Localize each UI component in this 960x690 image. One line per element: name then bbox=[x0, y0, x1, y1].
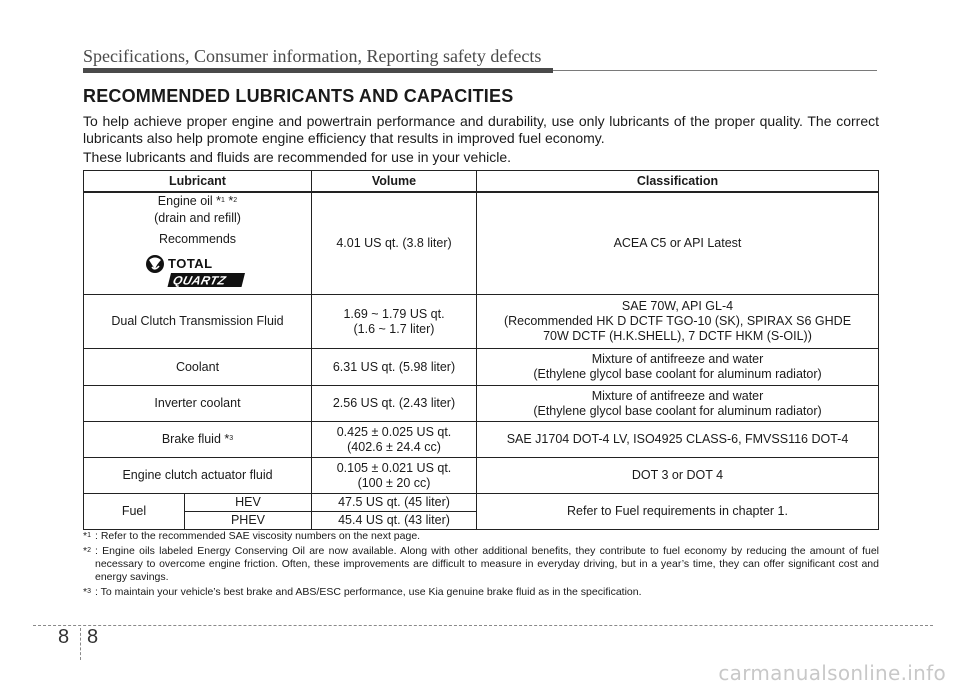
inverter-coolant-volume: 2.56 US qt. (2.43 liter) bbox=[312, 386, 477, 422]
brake-fluid-label: Brake fluid *$^3$ bbox=[84, 422, 312, 458]
table-row-inverter-coolant bbox=[84, 386, 879, 422]
dct-volume: 1.69 ~ 1.79 US qt. (1.6 ~ 1.7 liter) bbox=[312, 295, 477, 349]
inverter-coolant-label: Inverter coolant bbox=[84, 386, 312, 422]
total-quartz-logo bbox=[143, 253, 253, 289]
brake-fluid-volume: 0.425 ± 0.025 US qt. (402.6 ± 24.4 cc) bbox=[312, 422, 477, 458]
svg-text:TOTAL: TOTAL bbox=[167, 256, 213, 271]
engine-oil-recommends: Recommends bbox=[158, 232, 237, 246]
coolant-label: Coolant bbox=[84, 349, 312, 386]
table-row-clutch-fluid bbox=[84, 458, 879, 494]
svg-text:QUARTZ: QUARTZ bbox=[170, 273, 228, 288]
chapter-header: Specifications, Consumer information, Reporting safety defects bbox=[83, 46, 542, 66]
fuel-phev-volume: 45.4 US qt. (43 liter) bbox=[312, 512, 477, 530]
header-rule bbox=[83, 68, 877, 73]
intro-paragraph-2: These lubricants and fluids are recommended for use in your vehicle. bbox=[83, 149, 511, 165]
section-title: RECOMMENDED LUBRICANTS AND CAPACITIES bbox=[83, 86, 514, 106]
coolant-volume: 6.31 US qt. (5.98 liter) bbox=[312, 349, 477, 386]
table-row-coolant bbox=[84, 349, 879, 386]
dct-label: Dual Clutch Transmission Fluid bbox=[84, 295, 312, 349]
fuel-classification: Refer to Fuel requirements in chapter 1. bbox=[477, 494, 879, 530]
clutch-fluid-volume: 0.105 ± 0.021 US qt. (100 ± 20 cc) bbox=[312, 458, 477, 494]
watermark: carmanualsonline.info bbox=[718, 661, 946, 685]
engine-oil-label: Engine oil * bbox=[157, 194, 222, 208]
clutch-fluid-label: Engine clutch actuator fluid bbox=[84, 458, 312, 494]
page-number-divider bbox=[80, 628, 81, 660]
page-number: 8 bbox=[87, 626, 99, 648]
fuel-label: Fuel bbox=[84, 494, 185, 530]
coolant-classification: Mixture of antifreeze and water (Ethylene glycol base coolant for aluminum radiator) bbox=[477, 349, 879, 386]
fuel-phev-label: PHEV bbox=[185, 512, 312, 530]
header-classification: Classification bbox=[477, 171, 879, 193]
footer-dashed-rule bbox=[33, 625, 933, 626]
footnotes bbox=[83, 530, 879, 601]
table-row-dct bbox=[84, 295, 879, 349]
brake-fluid-classification: SAE J1704 DOT-4 LV, ISO4925 CLASS-6, FMVSS116 DOT-4 bbox=[477, 422, 879, 458]
clutch-fluid-classification: DOT 3 or DOT 4 bbox=[477, 458, 879, 494]
table-row-fuel-hev bbox=[84, 494, 879, 512]
footnote-1: *$^1$ : Refer to the recommended SAE viscosity numbers on the next page. bbox=[83, 530, 421, 542]
footnote-3: *$^3$ : To maintain your vehicle’s best brake and ABS/ESC performance, use Kia genuine brake fluid as in the specification. bbox=[83, 586, 642, 598]
total-logo-icon bbox=[146, 255, 164, 273]
lubricants-table bbox=[83, 170, 879, 530]
fuel-hev-label: HEV bbox=[185, 494, 312, 512]
table-header-row bbox=[84, 171, 879, 193]
engine-oil-cell: Engine oil *$^1$ *$^2$ (drain and refill) Recommends TOTAL QUARTZ bbox=[84, 192, 312, 295]
header-volume: Volume bbox=[312, 171, 477, 193]
table-row-engine-oil bbox=[84, 192, 879, 295]
table-row-brake-fluid bbox=[84, 422, 879, 458]
engine-oil-sub: (drain and refill) bbox=[154, 211, 241, 225]
intro-paragraph: To help achieve proper engine and powertrain performance and durability, use only lubricants of the proper quality. The correct lubricants also help promote engine efficiency that results in improved fuel economy. bbox=[83, 113, 879, 146]
chapter-number: 8 bbox=[58, 626, 70, 648]
header-lubricant: Lubricant bbox=[84, 171, 312, 193]
dct-classification: SAE 70W, API GL-4 (Recommended HK D DCTF TGO-10 (SK), SPIRAX S6 GHDE 70W DCTF (H.K.SHELL), 7 DCTF HKM (S-OIL)) bbox=[477, 295, 879, 349]
fuel-hev-volume: 47.5 US qt. (45 liter) bbox=[312, 494, 477, 512]
engine-oil-classification: ACEA C5 or API Latest bbox=[477, 192, 879, 295]
inverter-coolant-classification: Mixture of antifreeze and water (Ethylene glycol base coolant for aluminum radiator) bbox=[477, 386, 879, 422]
footnote-2: *$^2$ : Engine oils labeled Energy Conserving Oil are now available. Along with other additional benefits, they contribute to fuel economy by reducing the amount of fuel necessary to overcome engine friction. Often, these improvements are difficult to measure in everyday driving, but in a year’s time, they can offer significant cost and energy savings. bbox=[83, 545, 879, 583]
engine-oil-volume: 4.01 US qt. (3.8 liter) bbox=[312, 192, 477, 295]
